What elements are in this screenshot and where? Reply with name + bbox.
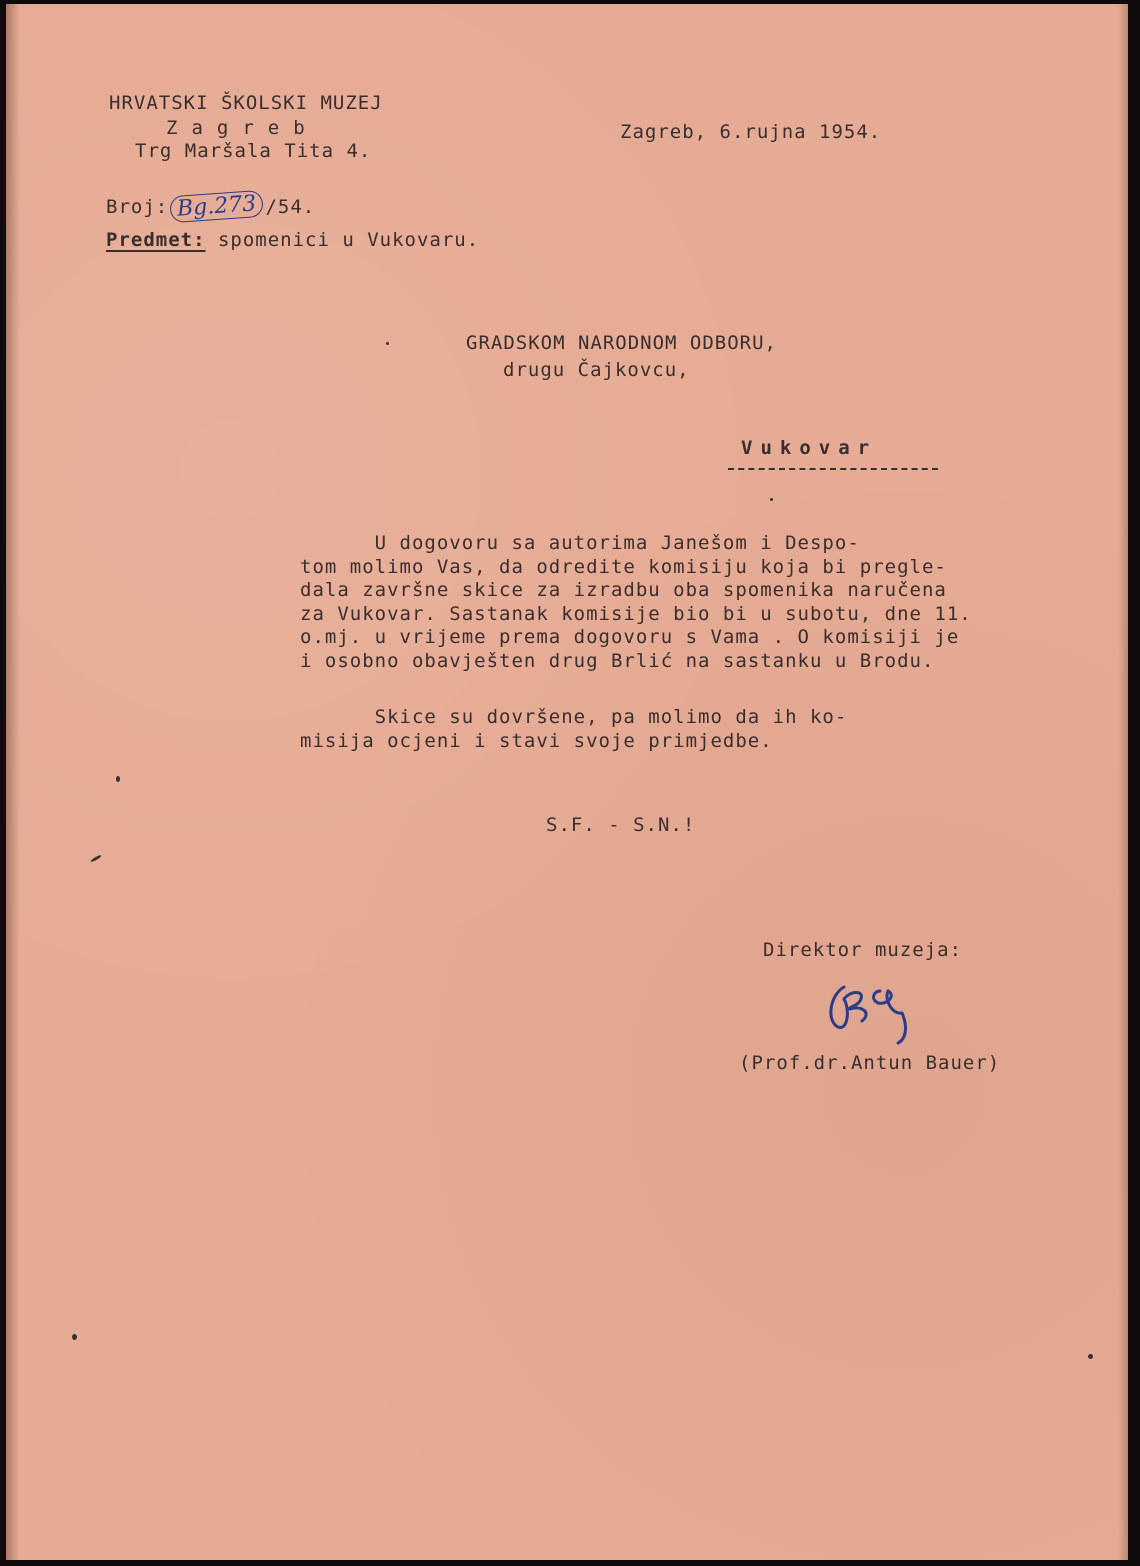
body-paragraph-2: Skice su dovršene, pa molimo da ih ko- misija ocjeni i stavi svoje primjedbe. xyxy=(300,706,848,752)
paper-edge-left xyxy=(6,4,20,1560)
body-paragraph-1: U dogovoru sa autorima Janešom i Despo- tom molimo Vas, da odredite komisiju koja bi pregle- dala završne skice za izradbu oba spomenika naručena za Vukovar. Sastanak komisije bio bi u subotu, dne 11. o.mj. u vrijeme prema dogovoru s Vama . O komisiji je i osobno obavješten drug Brlić na sastanku u Brodu. xyxy=(300,532,972,672)
reference-handwritten: Bg.273 xyxy=(169,190,264,223)
ink-speck xyxy=(1088,1354,1093,1359)
recipient-line-1: GRADSKOM NARODNOM ODBORU, xyxy=(466,332,777,354)
closing-salutation: S.F. - S.N.! xyxy=(546,814,696,836)
institution-city: Zagreb xyxy=(166,117,319,139)
recipient-line-2: drugu Čajkovcu, xyxy=(503,359,690,381)
ink-speck xyxy=(386,342,389,345)
letter-page xyxy=(6,4,1128,1560)
signatory-name: (Prof.dr.Antun Bauer) xyxy=(739,1052,1001,1074)
institution-address: Trg Maršala Tita 4. xyxy=(135,140,372,162)
ink-speck xyxy=(116,776,120,782)
ink-speck xyxy=(72,1334,77,1340)
reference-number xyxy=(106,193,315,220)
reference-label: Broj: xyxy=(106,196,169,218)
subject-text: spomenici u Vukovaru. xyxy=(217,229,480,251)
ink-speck xyxy=(90,854,102,863)
ink-speck xyxy=(770,498,773,501)
letter-date: Zagreb, 6.rujna 1954. xyxy=(620,121,882,143)
paper-edge-right xyxy=(1118,4,1128,1560)
signatory-title: Direktor muzeja: xyxy=(763,939,963,961)
subject-line xyxy=(106,229,479,251)
institution-name: HRVATSKI ŠKOLSKI MUZEJ xyxy=(109,92,383,114)
subject-label: Predmet: xyxy=(106,229,206,251)
reference-suffix: /54. xyxy=(265,196,316,218)
handwritten-signature xyxy=(822,969,932,1049)
recipient-city: Vukovar xyxy=(741,437,878,459)
recipient-city-underline xyxy=(728,468,938,470)
